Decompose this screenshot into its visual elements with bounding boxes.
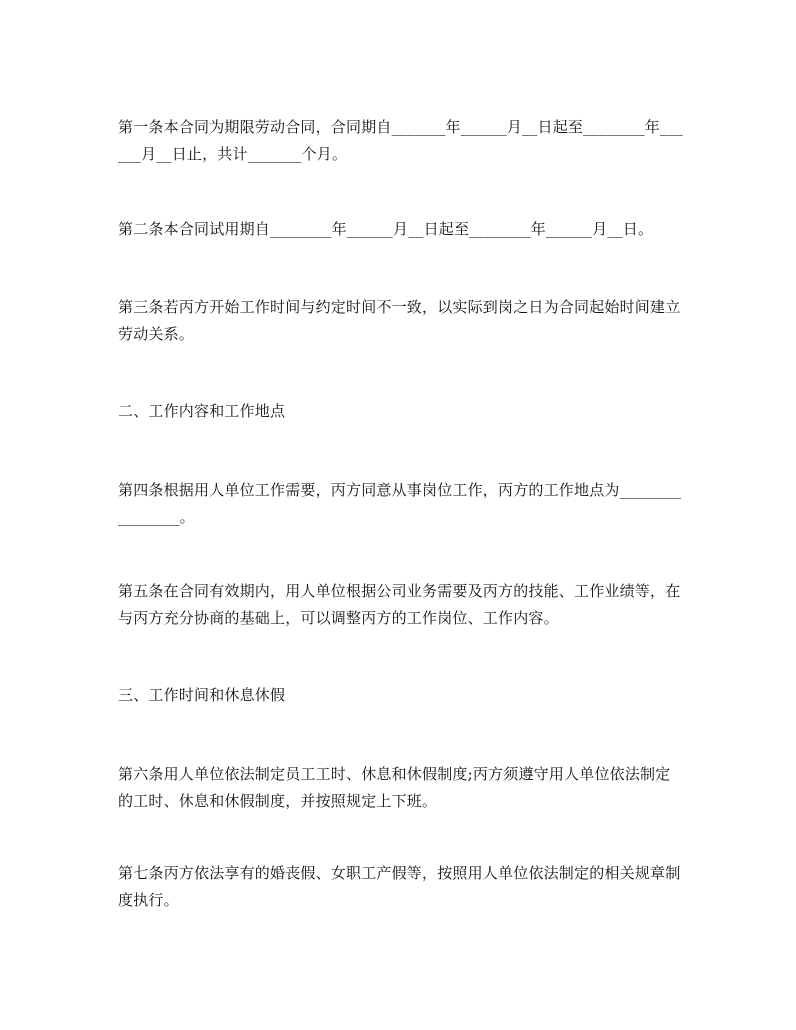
article-7-leave: 第七条丙方依法享有的婚丧假、女职工产假等，按照用人单位依法制定的相关规章制度执行。: [118, 864, 681, 909]
article-2-probation-period: 第二条本合同试用期自________年______月__日起至________年______月__日。: [118, 220, 654, 238]
article-6-working-hours: 第六条用人单位依法制定员工工时、休息和休假制度;丙方须遵守用人单位依法制定的工时、休息和休假制度，并按照规定上下班。: [118, 765, 671, 810]
section-3-heading: 三、工作时间和休息休假: [118, 686, 286, 704]
article-4-work-location: 第四条根据用人单位工作需要，丙方同意从事岗位工作，丙方的工作地点为________________。: [118, 481, 682, 526]
article-3-start-date: 第三条若丙方开始工作时间与约定时间不一致，以实际到岗之日为合同起始时间建立劳动关系。: [118, 298, 681, 343]
article-5-position-adjustment: 第五条在合同有效期内，用人单位根据公司业务需要及丙方的技能、工作业绩等，在与丙方充分协商的基础上，可以调整丙方的工作岗位、工作内容。: [118, 582, 681, 627]
section-2-heading: 二、工作内容和工作地点: [118, 402, 286, 420]
article-1-contract-term: 第一条本合同为期限劳动合同，合同期自_______年______月__日起至________年______月__日止，共计_______个月。: [118, 118, 684, 163]
